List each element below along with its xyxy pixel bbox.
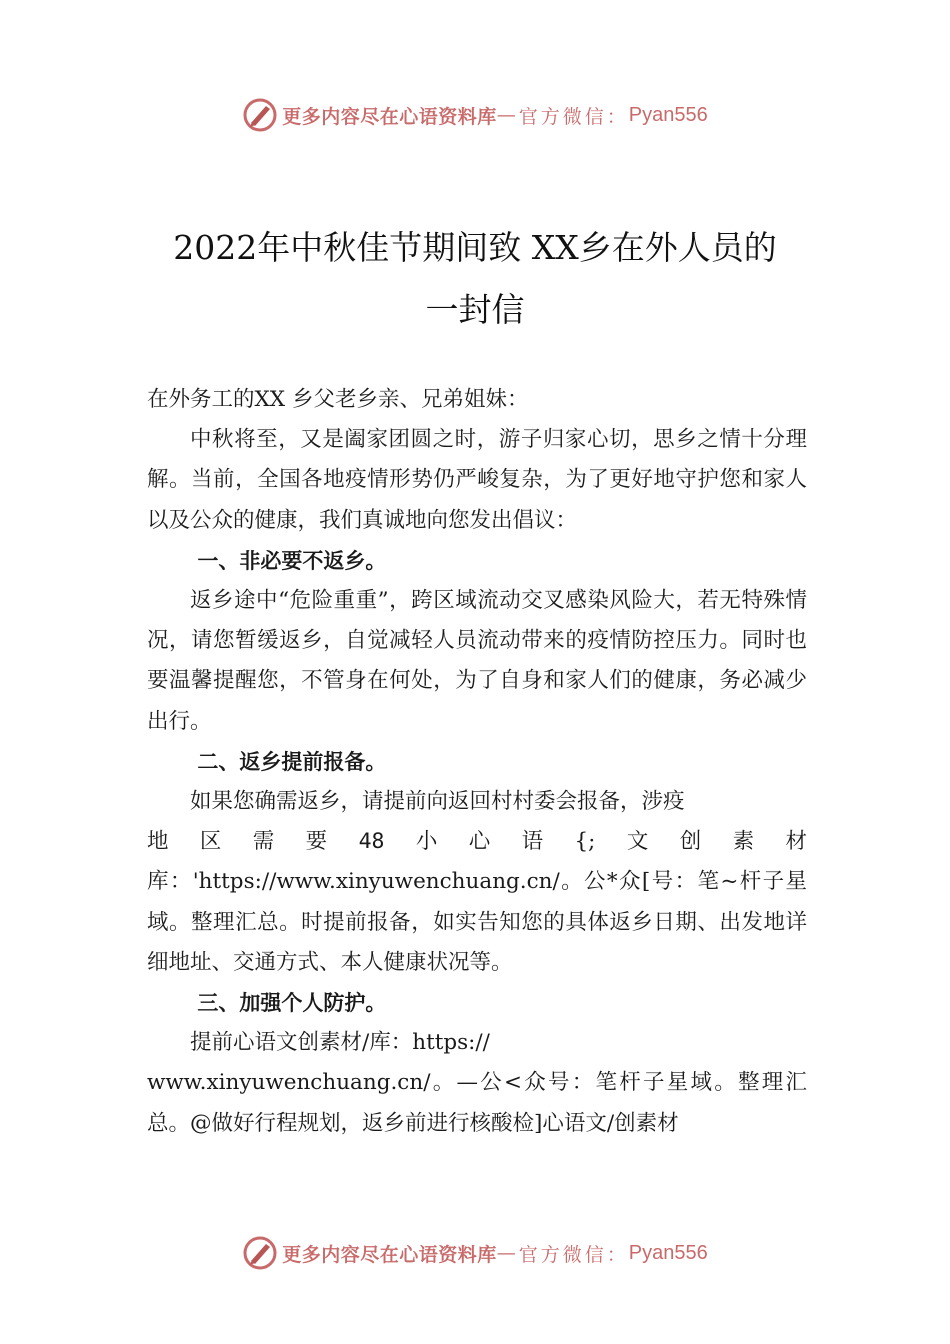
banner-main-text: 更多内容尽在心语资料库 [282,1243,497,1266]
document-title-line1: 2022年中秋佳节期间致 XX乡在外人员的 [173,228,777,267]
banner-dash: — [496,104,519,126]
footer-banner [0,1233,950,1273]
spread-char: 素 [732,829,755,855]
section-2-spread-line [147,822,807,862]
greeting: 在外务工的XX 乡父老乡亲、兄弟姐妹： [147,387,529,412]
spread-char: 地 [147,829,169,855]
pen-logo-icon [242,97,278,133]
document-title-line2: 一封信 [425,290,525,329]
banner-wechat-id: Pyan556 [628,103,708,126]
section-3-rest: www.xinyuwenchuang.cn/。—公<众号：笔杆子星域。整理汇总。@做好行程规划，返乡前进行核酸检]心语文/创素材 [147,1070,807,1136]
spread-char: 心 [468,829,491,855]
header-banner [0,95,950,135]
section-heading-2: 二、返乡提前报备。 [197,749,387,774]
section-3-line-1: 提前心语文创素材/库：https:// [190,1030,490,1056]
spread-char: 语 [521,829,544,855]
intro-paragraph: 中秋将至，又是阖家团圆之时，游子归家心切，思乡之情十分理解。当前，全国各地疫情形势仍严峻复杂，为了更好地守护您和家人以及公众的健康，我们真诚地向您发出倡议： [147,427,807,533]
spread-char: 创 [679,829,702,855]
banner-wechat-id: Pyan556 [628,1241,708,1264]
spread-char: 48 [358,829,385,855]
spread-char: 区 [199,829,222,855]
pen-logo-icon [242,1235,278,1271]
spread-char: 材 [785,829,807,855]
section-2-rest: 库：'https://www.xinyuwenchuang.cn/。公*众[号：笔~杆子星域。整理汇总。时提前报备，如实告知您的具体返乡日期、出发地详细地址、交通方式、本人健康状况等。 [147,869,807,975]
spread-char: 要 [305,829,328,855]
spread-char: 需 [252,829,275,855]
banner-main-text: 更多内容尽在心语资料库 [282,105,497,128]
banner-wechat-label: 官方微信： [518,105,629,128]
section-2-line-1: 如果您确需返乡，请提前向返回村村委会报备，涉疫 [190,789,685,815]
document-body [147,380,807,1144]
spread-char: {; [574,829,596,855]
section-1-paragraph: 返乡途中“危险重重”，跨区域流动交叉感染风险大，若无特殊情况，请您暂缓返乡，自觉减轻人员流动带来的疫情防控压力。同时也要温馨提醒您，不管身在何处，为了自身和家人们的健康，务必减少出行。 [147,588,807,734]
banner-wechat-label: 官方微信： [518,1243,629,1266]
spread-char: 小 [415,829,438,855]
section-heading-1: 一、非必要不返乡。 [197,548,387,573]
section-heading-3: 三、加强个人防护。 [197,991,387,1016]
banner-dash: — [496,1242,519,1264]
spread-char: 文 [626,829,649,855]
